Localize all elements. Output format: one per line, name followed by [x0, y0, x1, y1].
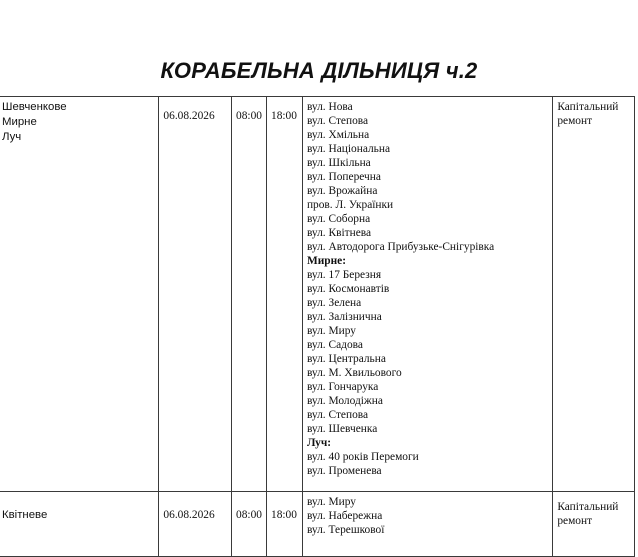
- street-item: вул. Садова: [306, 339, 363, 351]
- street-item: вул. 40 років Перемоги: [306, 451, 419, 463]
- localities-cell: [0, 492, 159, 557]
- time-from-cell: 08:00: [232, 492, 267, 557]
- schedule-table: [0, 96, 635, 557]
- table-row: [0, 97, 635, 492]
- street-item: вул. Нова: [306, 101, 353, 113]
- street-item: вул. Соборна: [306, 213, 371, 225]
- table-row: [0, 492, 635, 557]
- time-to-cell: 18:00: [267, 97, 303, 492]
- street-item: вул. Автодорога Прибузьке-Снігурівка: [306, 241, 495, 253]
- street-item: вул. Врожайна: [306, 185, 378, 197]
- street-item: вул. Хмільна: [306, 129, 370, 141]
- locality-name: Шевченкове: [2, 101, 67, 113]
- street-item: вул. Поперечна: [306, 171, 381, 183]
- time-from-cell: 08:00: [232, 97, 267, 492]
- street-item: вул. Степова: [306, 409, 369, 421]
- street-item: вул. Набережна: [306, 510, 383, 522]
- street-item: вул. Шкільна: [306, 157, 371, 169]
- street-item: вул. М. Хвильового: [306, 367, 402, 379]
- street-item: вул. Терешкової: [306, 524, 385, 536]
- street-item: вул. Гончарука: [306, 381, 379, 393]
- locality-name: Луч: [2, 131, 22, 143]
- street-item: вул. Молодіжна: [306, 395, 383, 407]
- street-item: вул. Шевченка: [306, 423, 378, 435]
- street-item: вул. 17 Березня: [306, 269, 382, 281]
- street-item: вул. Зелена: [306, 297, 362, 309]
- locality-subheading: Мирне:: [306, 255, 346, 267]
- streets-cell: [302, 97, 552, 492]
- localities-cell: [0, 97, 159, 492]
- street-item: вул. Квітнева: [306, 227, 372, 239]
- street-item: вул. Космонавтів: [306, 283, 390, 295]
- street-item: вул. Степова: [306, 115, 369, 127]
- street-item: вул. Центральна: [306, 353, 386, 365]
- street-item: вул. Національна: [306, 143, 391, 155]
- date-cell: 06.08.2026: [159, 492, 232, 557]
- locality-subheading: Луч:: [306, 437, 332, 449]
- locality-name: Мирне: [2, 116, 37, 128]
- street-item: пров. Л. Українки: [306, 199, 394, 211]
- time-to-cell: 18:00: [267, 492, 303, 557]
- street-item: вул. Миру: [306, 496, 356, 508]
- note-cell: Капітальний ремонт: [553, 97, 635, 492]
- street-item: вул. Миру: [306, 325, 356, 337]
- date-cell: 06.08.2026: [159, 97, 232, 492]
- street-item: вул. Променева: [306, 465, 382, 477]
- note-cell: Капітальний ремонт: [553, 492, 635, 557]
- streets-cell: [302, 492, 552, 557]
- street-item: вул. Залізнична: [306, 311, 382, 323]
- page-title: КОРАБЕЛЬНА ДІЛЬНИЦЯ ч.2: [160, 58, 478, 83]
- schedule-body: [0, 97, 635, 557]
- locality-name: Квітневе: [2, 509, 48, 521]
